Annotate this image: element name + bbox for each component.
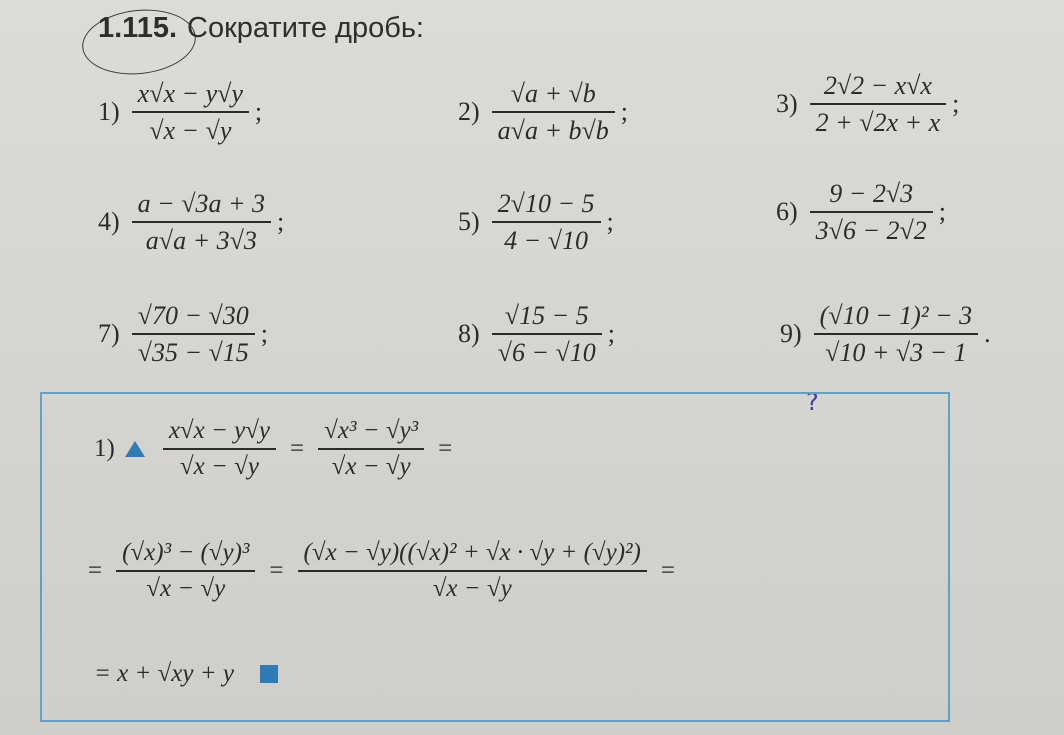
fraction: $\frac{a - √3a + 3}{a√a + 3√3}$ — [132, 186, 271, 258]
final-result: = x + √xy + y — [94, 660, 234, 687]
handwritten-question-mark: ? — [806, 388, 819, 416]
problem-3: 3) $\frac{2√2 - x√x}{2 + √2x + x}$ ; — [776, 68, 959, 140]
fraction: $\frac{\text{√x³ − √y³}}{√x - √y}$ — [318, 414, 424, 484]
end-of-proof-square-icon — [260, 665, 278, 683]
problem-4: 4) $\frac{a - √3a + 3}{a√a + 3√3}$ ; — [98, 186, 284, 258]
fraction: $\frac{√a + √b}{a√a + b√b}$ — [492, 76, 615, 148]
problem-2: 2) $\frac{√a + √b}{a√a + b√b}$ ; — [458, 76, 628, 148]
solution-line-3 — [94, 660, 278, 688]
fraction: $\frac{\text{(√x)³ − (√y)³}}{√x - √y}$ — [116, 536, 255, 606]
triangle-marker-icon — [125, 441, 145, 457]
problem-5: 5) $\frac{2√10 - 5}{4 - √10}$ ; — [458, 186, 614, 258]
exercise-title — [98, 12, 424, 45]
fraction: $\frac{2√2 - x√x}{2 + √2x + x}$ — [810, 68, 946, 140]
solution-label: 1) — [94, 434, 115, 462]
problem-9: 9) $\frac{\text{(√10 − 1)² − 3}}{√10 + √3 - 1}$ . — [780, 298, 991, 370]
fraction: $\frac{\text{(√10 − 1)² − 3}}{√10 + √3 - 1}$ — [814, 298, 978, 370]
problem-6: 6) $\frac{9 - 2√3}{3√6 - 2√2}$ ; — [776, 176, 946, 248]
fraction: $\frac{9 - 2√3}{3√6 - 2√2}$ — [810, 176, 933, 248]
fraction: $\frac{\text{(√x − √y)((√x)² + √x · √y + (√y)²)}}{√x - √y}$ — [298, 536, 647, 606]
problem-8: 8) $\frac{√15 - 5}{√6 - √10}$ ; — [458, 298, 615, 370]
solution-line-1: 1) $\frac{x√x - y√y}{√x - √y}$ = $\frac{\text{√x³ − √y³}}{√x - √y}$ = — [94, 414, 466, 484]
fraction: $\frac{2√10 - 5}{4 - √10}$ — [492, 186, 601, 258]
problem-1: 1) $\frac{x√x - y√y}{√x - √y}$ ; — [98, 76, 262, 148]
problem-7: 7) $\frac{√70 - √30}{√35 - √15}$ ; — [98, 298, 268, 370]
fraction: $\frac{√15 - 5}{√6 - √10}$ — [492, 298, 602, 370]
fraction: $\frac{√70 - √30}{√35 - √15}$ — [132, 298, 255, 370]
fraction: $\frac{x√x - y√y}{√x - √y}$ — [132, 76, 249, 148]
fraction: $\frac{x√x - y√y}{√x - √y}$ — [163, 414, 276, 484]
exercise-instruction: Сократите дробь: — [187, 12, 424, 44]
solution-line-2: = $\frac{\text{(√x)³ − (√y)³}}{√x - √y}$ = $\frac{\text{(√x − √y)((√x)² + √x · √y + (√y)²)}}{√x - √y}$ = — [88, 536, 689, 606]
exercise-number: 1.115. — [98, 12, 178, 44]
